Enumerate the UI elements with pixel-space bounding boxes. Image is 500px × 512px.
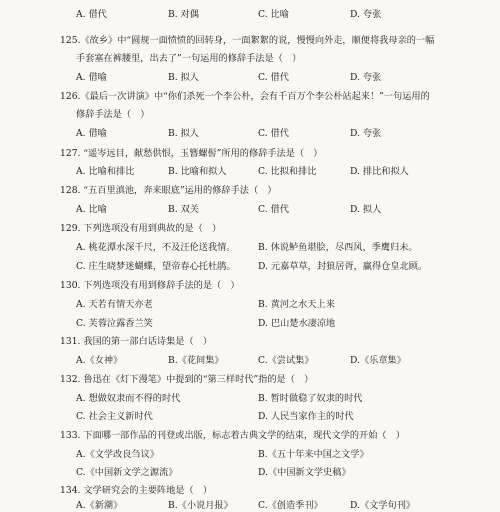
q127-option-c: C. 比拟和排比 — [258, 166, 317, 177]
q125-option-a: A. 借喻 — [76, 72, 107, 83]
q131-option-a: A.《女神》 — [76, 355, 123, 366]
q134-option-d: D.《文学旬刊》 — [350, 500, 416, 511]
q134-option-c: C.《创造季刊》 — [258, 500, 323, 511]
option-a: A. 借代 — [76, 9, 107, 20]
q133-option-a: A.《文学改良刍议》 — [76, 449, 160, 460]
q126-option-c: C. 借代 — [258, 128, 289, 139]
question-126-text-cont: 修辞手法是（ ） — [76, 109, 150, 120]
q127-option-b: B. 比喻和拟人 — [168, 166, 227, 177]
question-131-text: 131. 我国的第一部白话诗集是（ ） — [60, 336, 213, 347]
option-b: B. 对偶 — [168, 9, 199, 20]
q127-option-d: D. 排比和拟人 — [350, 166, 409, 177]
q128-option-b: B. 双关 — [168, 204, 199, 215]
q125-option-d: D. 夸张 — [350, 72, 382, 83]
q125-option-b: B. 拟人 — [168, 72, 199, 83]
q132-option-c: C. 社会主义新时代 — [76, 411, 153, 422]
question-134-text: 134. 文学研究会的主要阵地是（ ） — [60, 485, 213, 496]
q131-option-c: C.《尝试集》 — [258, 355, 314, 366]
q134-option-b: B.《小说月报》 — [168, 500, 233, 511]
q133-option-c: C.《中国新文学之源流》 — [76, 467, 178, 478]
question-125-text-cont: 手套塞在裤腰里，出去了”一句运用的修辞手法是（ ） — [76, 53, 302, 64]
question-132-text: 132. 鲁迅在《灯下漫笔》中提到的“第三样时代”指的是（ ） — [60, 374, 314, 385]
q130-option-b: B. 黄河之水天上来 — [258, 299, 335, 310]
q126-option-a: A. 借喻 — [76, 128, 107, 139]
q133-option-d: D.《中国新文学史稿》 — [258, 467, 351, 478]
q127-option-a: A. 比喻和排比 — [76, 166, 135, 177]
option-d: D. 夸张 — [350, 9, 382, 20]
question-133-text: 133. 下面哪一部作品的刊登或出版，标志着古典文学的结束，现代文学的开始（ ） — [60, 430, 405, 441]
question-126-text: 126.《最后一次讲演》中“你们杀死一个李公朴，会有千百万个李公朴站起来！”一句运用的 — [60, 91, 430, 102]
q128-option-a: A. 比喻 — [76, 204, 107, 215]
q130-option-a: A. 天若有情天亦老 — [76, 299, 153, 310]
q132-option-b: B. 暂时做稳了奴隶的时代 — [258, 393, 363, 404]
q128-option-c: C. 借代 — [258, 204, 289, 215]
q129-option-a: A. 桃花潭水深千尺，不及汪伦送我情。 — [76, 242, 236, 253]
question-129-text: 129. 下列选项没有用到典故的是（ ） — [60, 223, 222, 234]
question-125-text: 125.《故乡》中“圆规一面愤愤的回转身，一面絮絮的说，慢慢向外走，顺便将我母亲的一幅 — [60, 35, 435, 46]
q132-option-a: A. 想做奴隶而不得的时代 — [76, 393, 181, 404]
q131-option-b: B.《花间集》 — [168, 355, 224, 366]
question-127-text: 127. “遥岑远目，献愁供恨，玉簪螺髻”所用的修辞手法是（ ） — [60, 148, 323, 159]
q129-option-b: B. 休说鲈鱼堪脍，尽西风，季鹰归未。 — [258, 242, 418, 253]
q134-option-a: A.《新潮》 — [76, 500, 123, 511]
q130-option-d: D. 巴山楚水凄凉地 — [258, 318, 336, 329]
q128-option-d: D. 拟人 — [350, 204, 382, 215]
q132-option-d: D. 人民当家作主的时代 — [258, 411, 354, 422]
q129-option-d: D. 元嘉草草，封狼居胥，赢得仓皇北顾。 — [258, 261, 428, 272]
q126-option-d: D. 夸张 — [350, 128, 382, 139]
q130-option-c: C. 芙蓉泣露香兰笑 — [76, 318, 153, 329]
q131-option-d: D.《乐章集》 — [350, 355, 406, 366]
q125-option-c: C. 借代 — [258, 72, 289, 83]
question-128-text: 128. “五百里滇池，奔来眼底”运用的修辞手法（ ） — [60, 185, 277, 196]
option-c: C. 比喻 — [258, 9, 289, 20]
q133-option-b: B.《五十年来中国之文学》 — [258, 449, 369, 460]
q129-option-c: C. 庄生晓梦迷蝴蝶，望帝春心托杜鹃。 — [76, 261, 236, 272]
question-130-text: 130. 下列选项没有用到修辞手法的是（ ） — [60, 280, 240, 291]
q126-option-b: B. 拟人 — [168, 128, 199, 139]
